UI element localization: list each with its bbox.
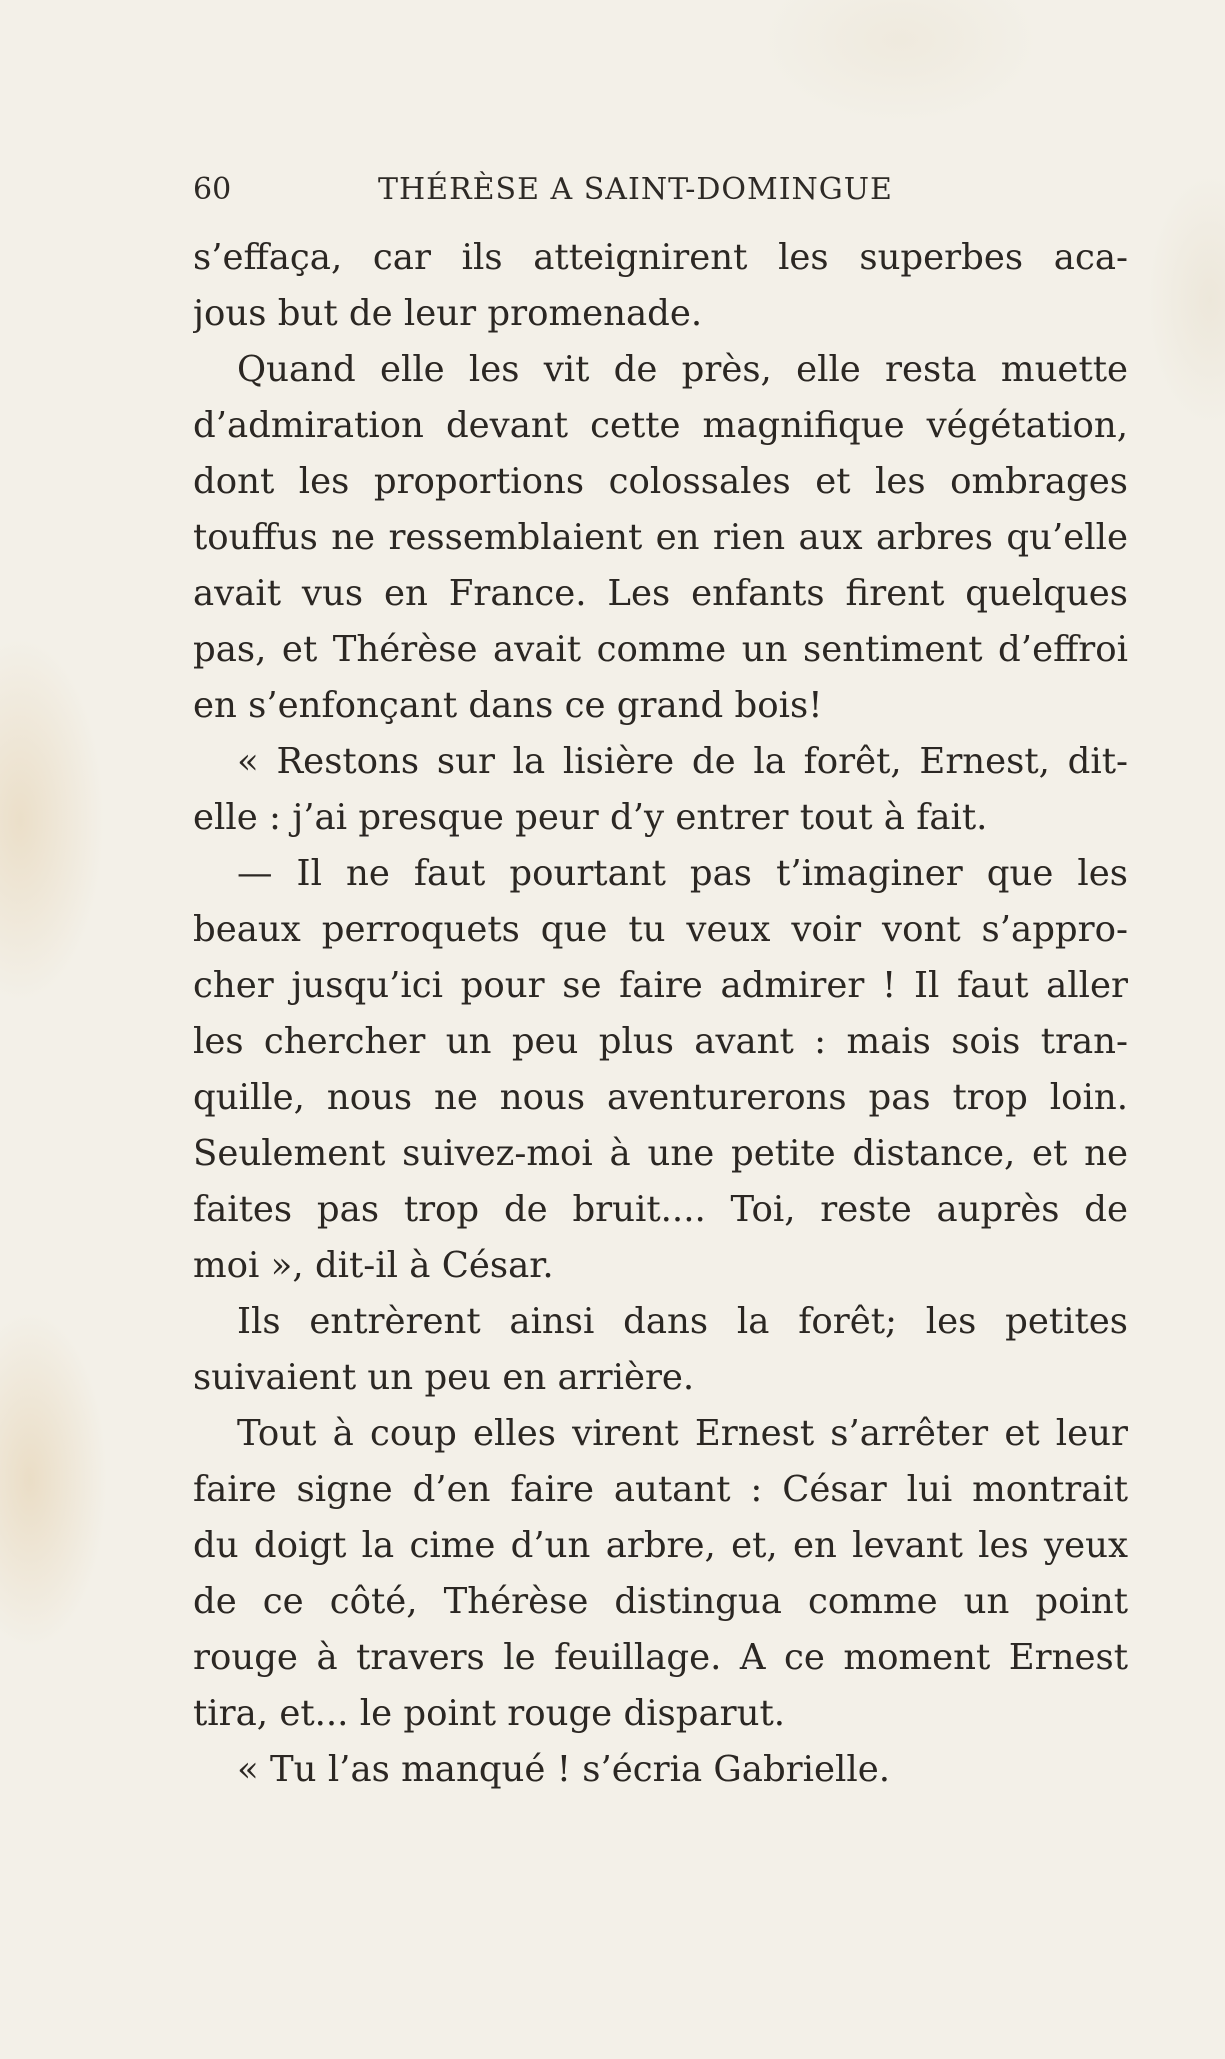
text-line: quille, nous ne nous aventurerons pas trop loin. bbox=[193, 1077, 1128, 1118]
text-line: faire signe d’en faire autant : César lui montrait bbox=[193, 1469, 1128, 1510]
text-line: Ils entrèrent ainsi dans la forêt; les petites bbox=[237, 1301, 1128, 1342]
text-line: « Restons sur la lisière de la forêt, Ernest, dit- bbox=[237, 741, 1128, 782]
text-line: du doigt la cime d’un arbre, et, en levant les yeux bbox=[193, 1525, 1128, 1566]
text-line: s’effaça, car ils atteignirent les superbes aca- bbox=[193, 237, 1128, 278]
text-line: suivaient un peu en arrière. bbox=[193, 1357, 695, 1398]
text-line: beaux perroquets que tu veux voir vont s’appro- bbox=[193, 909, 1128, 950]
text-line: Seulement suivez-moi à une petite distance, et ne bbox=[193, 1133, 1128, 1174]
text-line: — Il ne faut pourtant pas t’imaginer que les bbox=[237, 853, 1128, 894]
text-line: avait vus en France. Les enfants firent quelques bbox=[193, 573, 1128, 614]
text-line: d’admiration devant cette magnifique végétation, bbox=[193, 405, 1128, 446]
text-line: les chercher un peu plus avant : mais sois tran- bbox=[193, 1021, 1128, 1062]
text-line: faites pas trop de bruit.... Toi, reste auprès de bbox=[193, 1189, 1128, 1230]
text-line: pas, et Thérèse avait comme un sentiment d’effroi bbox=[193, 629, 1128, 670]
page-number: 60 bbox=[193, 172, 232, 207]
text-line: jous but de leur promenade. bbox=[193, 293, 703, 334]
text-line: Quand elle les vit de près, elle resta muette bbox=[237, 349, 1128, 390]
text-line: Tout à coup elles virent Ernest s’arrêter et leur bbox=[237, 1413, 1128, 1454]
text-line: en s’enfonçant dans ce grand bois! bbox=[193, 685, 823, 726]
text-line: cher jusqu’ici pour se faire admirer ! Il faut aller bbox=[193, 965, 1128, 1006]
text-line: « Tu l’as manqué ! s’écria Gabrielle. bbox=[237, 1749, 891, 1790]
text-line: tira, et... le point rouge disparut. bbox=[193, 1693, 786, 1734]
page-header bbox=[193, 172, 933, 222]
text-line: touffus ne ressemblaient en rien aux arbres qu’elle bbox=[193, 517, 1128, 558]
body-text bbox=[193, 230, 1128, 1798]
text-line: moi », dit-il à César. bbox=[193, 1245, 554, 1286]
text-line: elle : j’ai presque peur d’y entrer tout à fait. bbox=[193, 797, 988, 838]
text-line: de ce côté, Thérèse distingua comme un point bbox=[193, 1581, 1128, 1622]
running-title: THÉRÈSE A SAINT-DOMINGUE bbox=[378, 172, 893, 207]
text-line: dont les proportions colossales et les ombrages bbox=[193, 461, 1128, 502]
text-line: rouge à travers le feuillage. A ce moment Ernest bbox=[193, 1637, 1128, 1678]
